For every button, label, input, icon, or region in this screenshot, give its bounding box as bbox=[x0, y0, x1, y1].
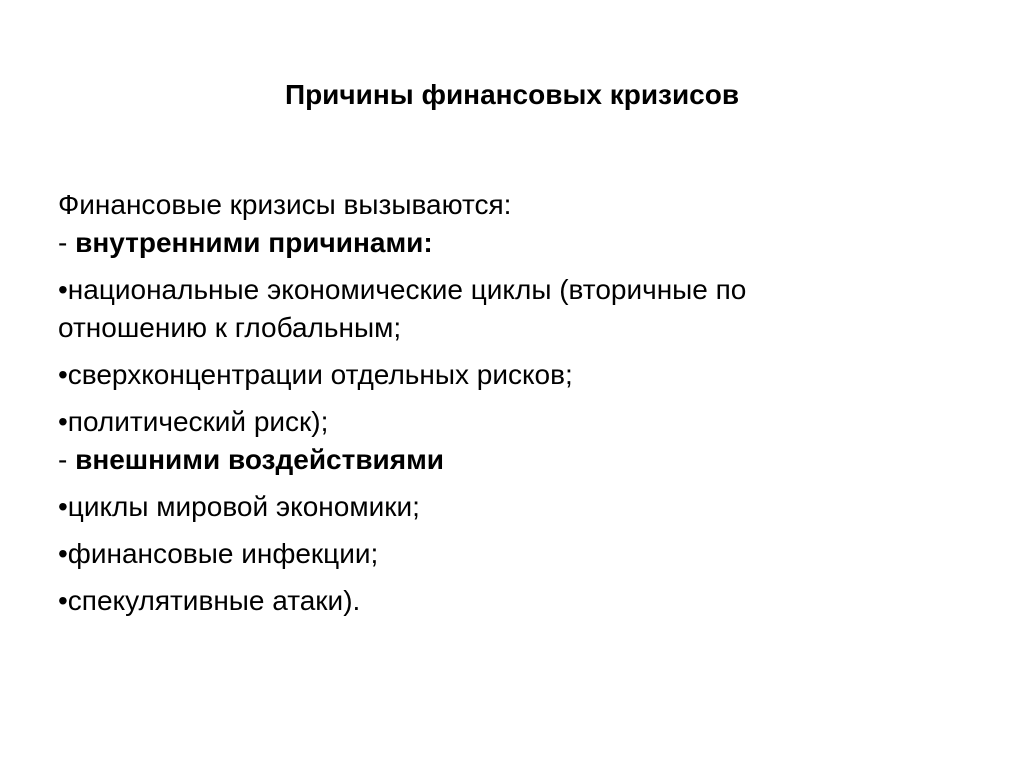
slide-title: Причины финансовых кризисов bbox=[284, 79, 740, 110]
slide-body bbox=[58, 186, 958, 620]
list-item-continuation: отношению к глобальным; bbox=[58, 312, 402, 343]
internal-causes-heading bbox=[58, 224, 958, 262]
list-item: •циклы мировой экономики; bbox=[58, 491, 420, 522]
internal-causes-label: внутренними причинами: bbox=[75, 227, 433, 258]
list-item: •финансовые инфекции; bbox=[58, 538, 379, 569]
list-item: •спекулятивные атаки). bbox=[58, 585, 361, 616]
intro-text: Финансовые кризисы вызываются: bbox=[58, 189, 512, 220]
external-causes-prefix: - bbox=[58, 444, 76, 475]
internal-causes-prefix: - bbox=[58, 227, 76, 258]
list-item: •сверхконцентрации отдельных рисков; bbox=[58, 359, 573, 390]
list-item: •национальные экономические циклы (вторичные по bbox=[58, 274, 747, 305]
list-item: •политический риск); bbox=[58, 406, 329, 437]
external-causes-heading bbox=[58, 441, 958, 479]
external-causes-label: внешними воздействиями bbox=[75, 444, 445, 475]
